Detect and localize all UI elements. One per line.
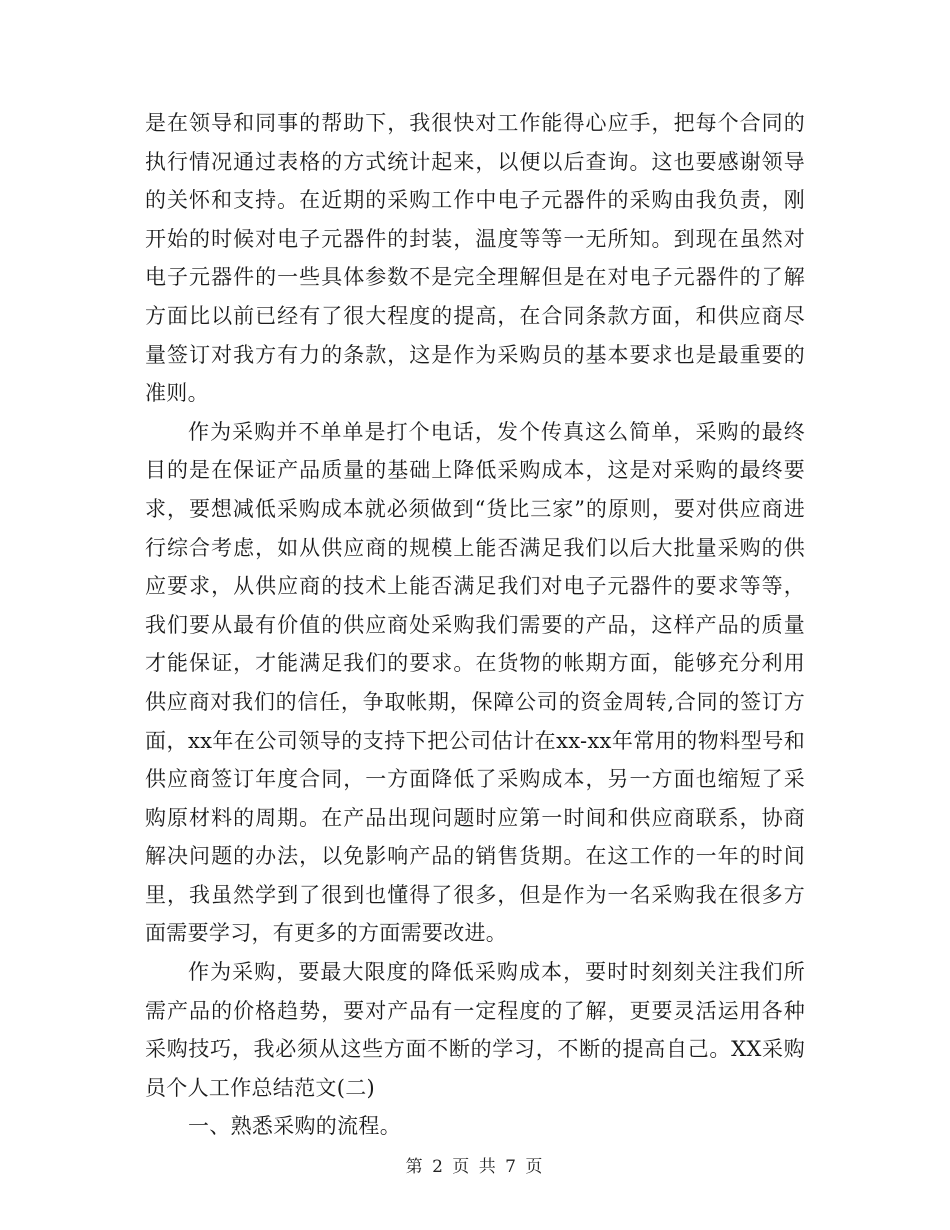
- page-number-footer: 第 2 页 共 7 页: [405, 1157, 545, 1177]
- paragraph-cost-reduction: 作为采购，要最大限度的降低采购成本，要时时刻刻关注我们所需产品的价格趋势，要对产品有一定程度的了解，更要灵活运用各种采购技巧，我必须从这些方面不断的学习，不断的提高自己。XX采购员个人工作总结范文(二): [145, 960, 805, 1100]
- paragraph-continuation: 是在领导和同事的帮助下，我很快对工作能得心应手，把每个合同的执行情况通过表格的方式统计起来，以便以后查询。这也要感谢领导的关怀和支持。在近期的采购工作中电子元器件的采购由我负责，刚开始的时候对电子元器件的封装，温度等等一无所知。到现在虽然对电子元器件的一些具体参数不是完全理解但是在对电子元器件的了解方面比以前已经有了很大程度的提高，在合同条款方面，和供应商尽量签订对我方有力的条款，这是作为采购员的基本要求也是最重要的准则。: [145, 111, 805, 406]
- section-heading-procurement-process: 一、熟悉采购的流程。: [188, 1114, 401, 1139]
- paragraph-procurement-role: 作为采购并不单单是打个电话，发个传真这么简单，采购的最终目的是在保证产品质量的基础上降低采购成本，这是对采购的最终要求，要想减低采购成本就必须做到“货比三家”的原则，要对供应商进行综合考虑，如从供应商的规模上能否满足我们以后大批量采购的供应要求，从供应商的技术上能否满足我们对电子元器件的要求等等，我们要从最有价值的供应商处采购我们需要的产品，这样产品的质量才能保证，才能满足我们的要求。在货物的帐期方面，能够充分利用供应商对我们的信任，争取帐期，保障公司的资金周转,合同的签订方面，xx年在公司领导的支持下把公司估计在xx-xx年常用的物料型号和供应商签订年度合同，一方面降低了采购成本，另一方面也缩短了采购原材料的周期。在产品出现问题时应第一时间和供应商联系，协商解决问题的办法，以免影响产品的销售货期。在这工作的一年的时间里，我虽然学到了很到也懂得了很多，但是作为一名采购我在很多方面需要学习，有更多的方面需要改进。: [145, 419, 805, 946]
- document-body: [145, 104, 805, 1146]
